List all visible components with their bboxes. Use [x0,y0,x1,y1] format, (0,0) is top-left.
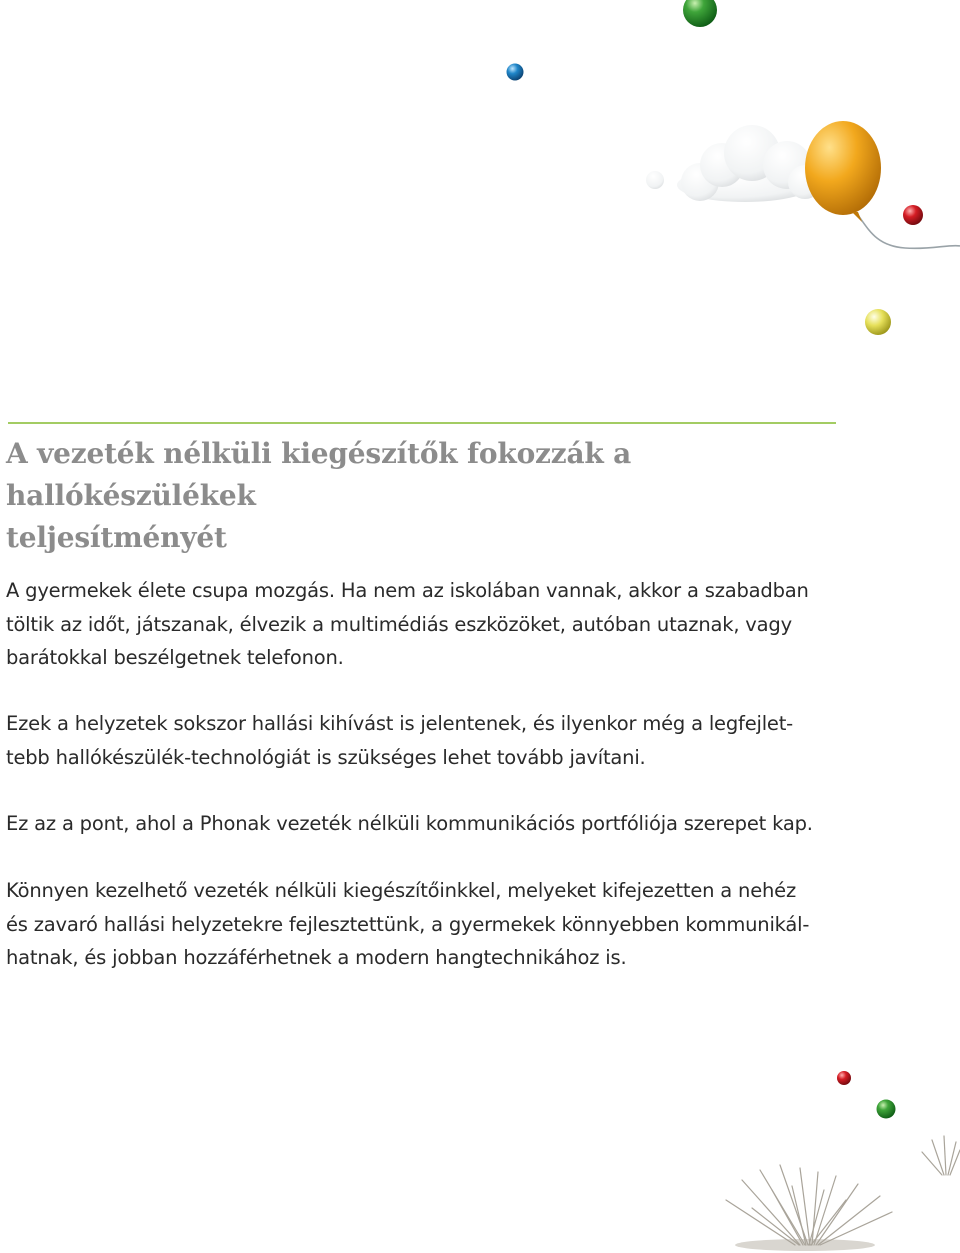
text-line: és zavaró hallási helyzetekre fejlesztettünk, a gyermekek könnyebben kommunikál- [6,912,810,936]
red-ball-icon [903,205,923,225]
paragraph-intro [6,574,856,675]
balloon-icon [805,121,960,248]
text-line: Könnyen kezelhető vezeték nélküli kiegészítőinkkel, melyeket kifejezetten a nehéz [6,879,796,902]
blue-ball-icon [507,64,524,81]
text-line: hatnak, és jobban hozzáférhetnek a modern hangtechnikához is. [6,946,627,969]
text-line: töltik az időt, játszanak, élvezik a multimédiás eszközöket, autóban utaznak, vagy [6,612,792,636]
cloud-icon [646,125,822,202]
green-ball-icon [683,0,717,27]
yellow-ball-icon [865,309,891,335]
paragraph-accessories [6,874,856,975]
text-line: Ez az a pont, ahol a Phonak vezeték nélküli kommunikációs portfóliója szerepet kap. [6,812,813,835]
page-title [6,433,846,559]
text-line: barátokkal beszélgetnek telefonon. [6,646,344,669]
paragraph-challenges [6,707,856,774]
text-line: tebb hallókészülék-technológiát is szükséges lehet tovább javítani. [6,745,646,769]
title-line: teljesítményét [6,521,227,554]
grass-tuft-icon [726,1136,960,1251]
red-ball-icon [837,1071,851,1085]
text-line: A gyermekek élete csupa mozgás. Ha nem az iskolában vannak, akkor a szabadban [6,579,809,602]
title-line: A vezeték nélküli kiegészítők fokozzák a hallókészülékek [6,437,632,512]
text-line: Ezek a helyzetek sokszor hallási kihívást is jelentenek, és ilyenkor még a legfejlet- [6,712,794,735]
green-ball-icon [877,1100,896,1119]
paragraph-phonak [6,807,856,841]
heading-rule [8,422,836,424]
